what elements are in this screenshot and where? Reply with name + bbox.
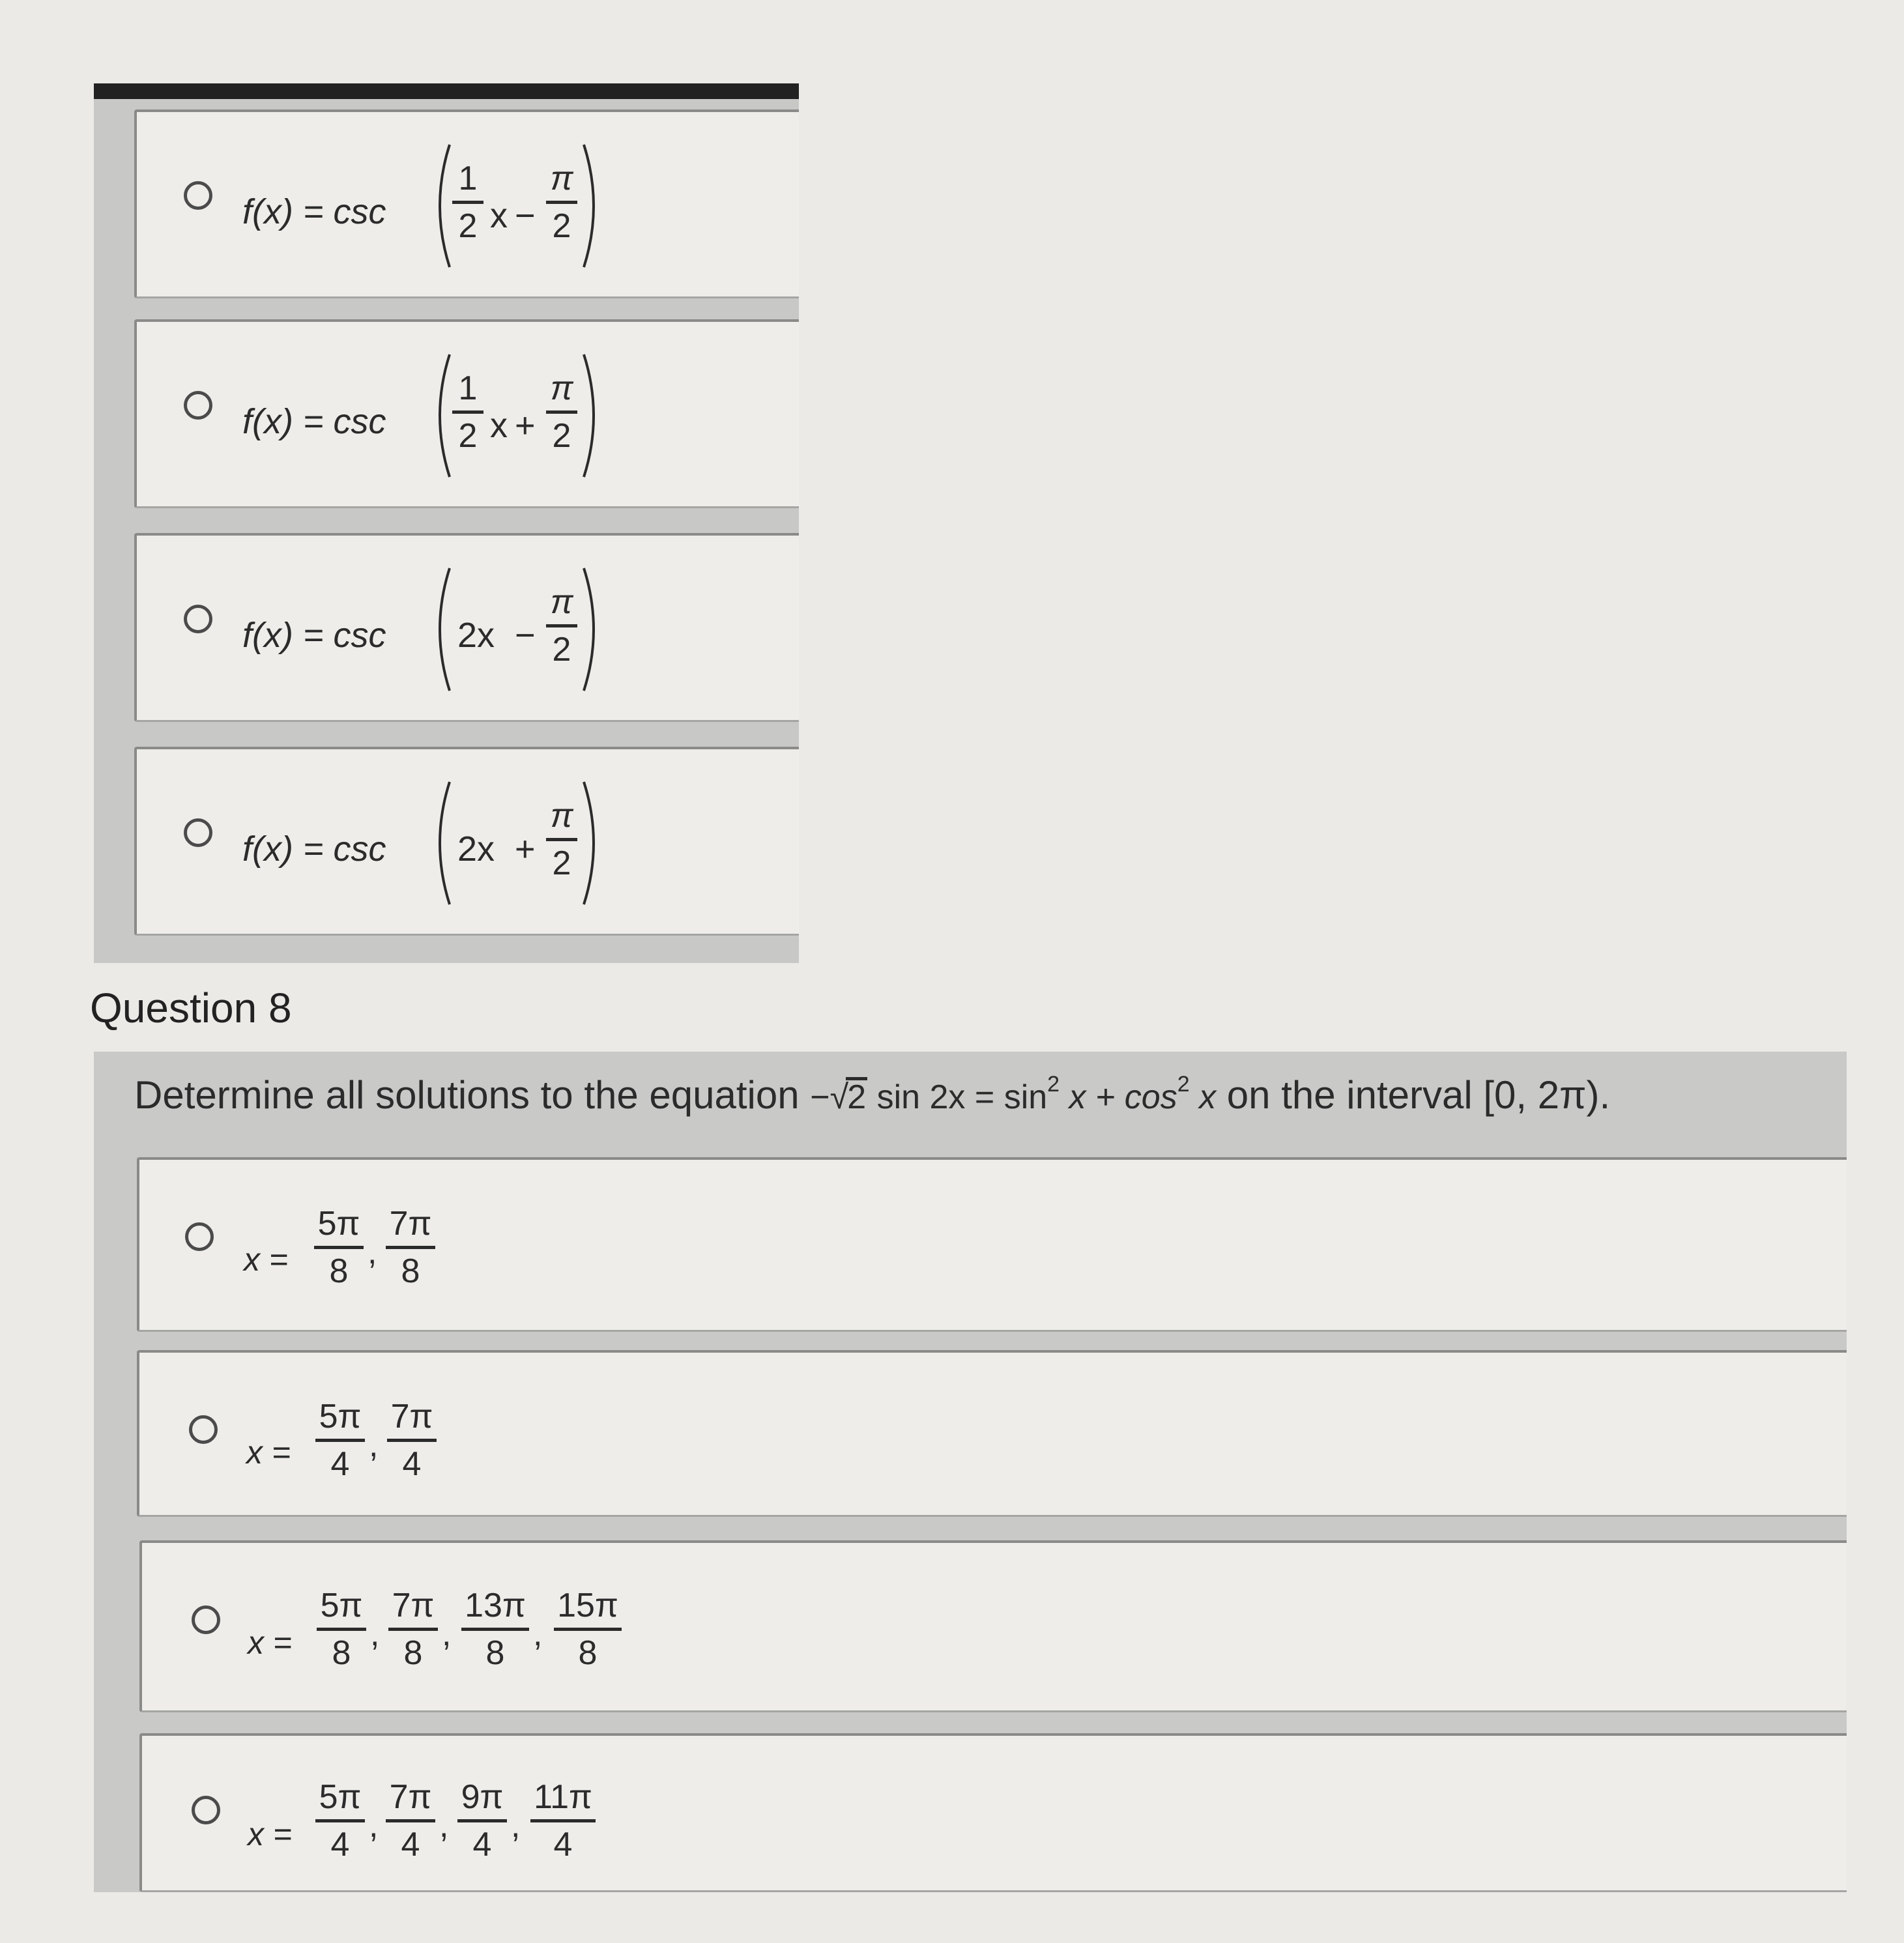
separator: , bbox=[369, 1426, 379, 1464]
top-divider-bar bbox=[94, 83, 799, 99]
denominator: 4 bbox=[472, 1826, 492, 1864]
prompt-text: on the interval [0, 2π). bbox=[1216, 1073, 1611, 1117]
denominator: 4 bbox=[330, 1826, 350, 1864]
fraction bbox=[388, 1589, 438, 1670]
radio-button[interactable] bbox=[192, 1605, 220, 1634]
option-prefix: f(x) = csc bbox=[242, 616, 386, 655]
numerator: 5π bbox=[320, 1587, 363, 1624]
left-paren-icon bbox=[427, 352, 454, 480]
left-paren-icon bbox=[427, 779, 454, 907]
numerator: 7π bbox=[392, 1587, 435, 1624]
fraction bbox=[315, 1780, 365, 1862]
radio-button[interactable] bbox=[184, 181, 212, 210]
radio-button[interactable] bbox=[184, 818, 212, 847]
right-paren-icon bbox=[580, 566, 606, 693]
numerator: 7π bbox=[390, 1398, 433, 1435]
denominator: 8 bbox=[485, 1634, 505, 1672]
fraction bbox=[386, 1780, 435, 1862]
sqrt-icon: √ bbox=[829, 1078, 849, 1116]
fraction bbox=[314, 1207, 364, 1288]
numerator: π bbox=[550, 797, 573, 835]
neg-sign: − bbox=[810, 1078, 830, 1116]
fraction bbox=[452, 162, 483, 243]
numerator: 1 bbox=[458, 369, 478, 407]
fraction bbox=[315, 1400, 365, 1481]
variable: x bbox=[490, 196, 508, 235]
answer-option-c[interactable] bbox=[134, 533, 799, 722]
fraction bbox=[457, 1780, 507, 1862]
option-prefix: f(x) = csc bbox=[242, 192, 386, 231]
q8-option-a[interactable] bbox=[137, 1157, 1847, 1332]
operator: − bbox=[515, 616, 536, 655]
exponent: 2 bbox=[1177, 1072, 1190, 1097]
separator: , bbox=[533, 1615, 543, 1653]
fraction bbox=[386, 1207, 435, 1288]
numerator: 5π bbox=[319, 1778, 362, 1816]
option-label: x = bbox=[248, 1816, 293, 1852]
fraction bbox=[546, 371, 577, 453]
prompt-text: Determine all solutions to the equation bbox=[134, 1073, 811, 1117]
operator: + bbox=[515, 406, 536, 445]
equation-end: x bbox=[1189, 1078, 1217, 1116]
denominator: 4 bbox=[330, 1445, 350, 1483]
exponent: 2 bbox=[1047, 1072, 1060, 1097]
fraction bbox=[387, 1400, 437, 1481]
q8-option-d[interactable] bbox=[139, 1733, 1847, 1892]
separator: , bbox=[511, 1807, 521, 1845]
q8-option-c[interactable] bbox=[139, 1540, 1847, 1712]
numerator: 7π bbox=[389, 1205, 432, 1243]
fraction bbox=[317, 1589, 366, 1670]
denominator: 4 bbox=[553, 1826, 573, 1864]
left-paren-icon bbox=[427, 566, 454, 693]
answer-option-a[interactable] bbox=[134, 109, 799, 298]
separator: , bbox=[369, 1807, 379, 1845]
option-label: x = bbox=[248, 1624, 293, 1661]
operator: − bbox=[515, 196, 536, 235]
numerator: 5π bbox=[319, 1398, 362, 1435]
separator: , bbox=[370, 1615, 380, 1653]
denominator: 2 bbox=[458, 417, 478, 455]
denominator: 2 bbox=[552, 207, 571, 245]
numerator: 7π bbox=[389, 1778, 432, 1816]
denominator: 4 bbox=[401, 1826, 420, 1864]
fraction bbox=[546, 799, 577, 880]
denominator: 8 bbox=[403, 1634, 423, 1672]
numerator: π bbox=[550, 369, 573, 407]
separator: , bbox=[442, 1615, 452, 1653]
left-paren-icon bbox=[427, 142, 454, 270]
option-prefix: f(x) = csc bbox=[242, 402, 386, 441]
numerator: 1 bbox=[458, 160, 478, 197]
numerator: 15π bbox=[557, 1587, 618, 1624]
denominator: 4 bbox=[402, 1445, 422, 1483]
variable: x bbox=[490, 406, 508, 445]
answer-option-b[interactable] bbox=[134, 319, 799, 508]
numerator: 11π bbox=[534, 1778, 592, 1816]
coefficient: 2x bbox=[457, 829, 495, 869]
answer-option-d[interactable] bbox=[134, 747, 799, 936]
right-paren-icon bbox=[580, 779, 606, 907]
numerator: 5π bbox=[317, 1205, 360, 1243]
denominator: 2 bbox=[552, 844, 571, 882]
fraction bbox=[452, 371, 483, 453]
denominator: 2 bbox=[552, 417, 571, 455]
numerator: π bbox=[550, 160, 573, 197]
right-paren-icon bbox=[580, 352, 606, 480]
radicand: 2 bbox=[847, 1078, 867, 1116]
equation bbox=[810, 1072, 1217, 1116]
separator: , bbox=[368, 1233, 377, 1271]
denominator: 2 bbox=[552, 631, 571, 669]
radio-button[interactable] bbox=[189, 1415, 218, 1444]
denominator: 8 bbox=[578, 1634, 598, 1672]
q8-option-b[interactable] bbox=[137, 1350, 1847, 1517]
numerator: 13π bbox=[465, 1587, 526, 1624]
radio-button[interactable] bbox=[184, 391, 212, 420]
equation-lhs: sin 2x = sin bbox=[876, 1078, 1048, 1116]
fraction bbox=[546, 585, 577, 667]
fraction bbox=[530, 1780, 596, 1862]
option-prefix: f(x) = csc bbox=[242, 829, 386, 869]
denominator: 8 bbox=[332, 1634, 351, 1672]
denominator: 2 bbox=[458, 207, 478, 245]
numerator: 9π bbox=[461, 1778, 504, 1816]
radio-button[interactable] bbox=[184, 605, 212, 633]
numerator: π bbox=[550, 583, 573, 621]
separator: , bbox=[439, 1807, 449, 1845]
fraction bbox=[554, 1589, 622, 1670]
radio-button[interactable] bbox=[192, 1796, 220, 1824]
operator: + bbox=[515, 829, 536, 869]
radio-button[interactable] bbox=[185, 1222, 214, 1251]
coefficient: 2x bbox=[457, 616, 495, 655]
option-label: x = bbox=[244, 1241, 289, 1278]
equation-mid: x + cos bbox=[1060, 1078, 1177, 1116]
denominator: 8 bbox=[401, 1252, 420, 1290]
denominator: 8 bbox=[329, 1252, 349, 1290]
fraction bbox=[546, 162, 577, 243]
fraction bbox=[461, 1589, 529, 1670]
question-title: Question 8 bbox=[90, 985, 292, 1031]
option-label: x = bbox=[246, 1434, 291, 1471]
question-prompt bbox=[134, 1072, 1610, 1117]
right-paren-icon bbox=[580, 142, 606, 270]
